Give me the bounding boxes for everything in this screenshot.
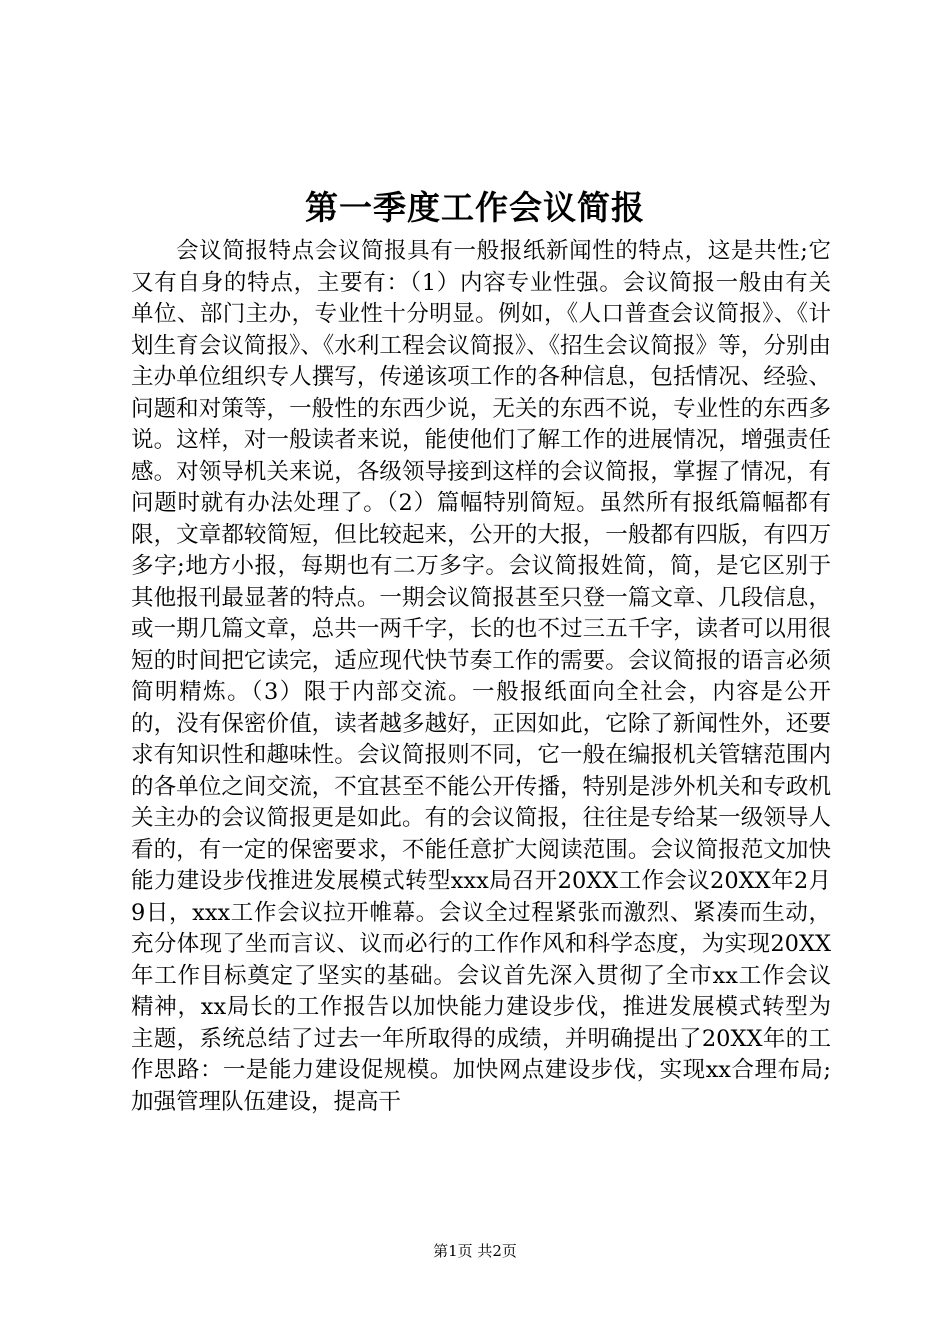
document-title: 第一季度工作会议简报	[305, 188, 645, 227]
page-number-footer: 第1页 共2页	[433, 1242, 517, 1260]
document-body-paragraph: 会议简报特点会议简报具有一般报纸新闻性的特点，这是共性;它又有自身的特点，主要有：（1）内容专业性强。会议简报一般由有关单位、部门主办，专业性十分明显。例如，《人口普查会议简报》、《计划生育会议简报》、《水利工程会议简报》、《招生会议简报》等，分别由主办单位组织专人撰写，传递该项工作的各种信息，包括情况、经验、问题和对策等，一般性的东西少说，无关的东西不说，专业性的东西多说。这样，对一般读者来说，能使他们了解工作的进展情况，增强责任感。对领导机关来说，各级领导接到这样的会议简报，掌握了情况，有问题时就有办法处理了。（2）篇幅特别简短。虽然所有报纸篇幅都有限，文章都较简短，但比较起来，公开的大报，一般都有四版，有四万多字;地方小报，每期也有二万多字。会议简报姓简，简，是它区别于其他报刊最显著的特点。一期会议简报甚至只登一篇文章、几段信息，或一期几篇文章，总共一两千字，长的也不过三五千字，读者可以用很短的时间把它读完，适应现代快节奏工作的需要。会议简报的语言必须简明精炼。（3）限于内部交流。一般报纸面向全社会，内容是公开的，没有保密价值，读者越多越好，正因如此，它除了新闻性外，还要求有知识性和趣味性。会议简报则不同，它一般在编报机关管辖范围内的各单位之间交流，不宜甚至不能公开传播，特别是涉外机关和专政机关主办的会议简报更是如此。有的会议简报，往往是专给某一级领导人看的，有一定的保密要求，不能任意扩大阅读范围。会议简报范文加快能力建设步伐推进发展模式转型xxx局召开20XX工作会议20XX年2月9日，xxx工作会议拉开帷幕。会议全过程紧张而激烈、紧凑而生动，充分体现了坐而言议、议而必行的工作作风和科学态度，为实现20XX年工作目标奠定了坚实的基础。会议首先深入贯彻了全市xx工作会议精神，xx局长的工作报告以加快能力建设步伐，推进发展模式转型为主题，系统总结了过去一年所取得的成绩，并明确提出了20XX年的工作思路：一是能力建设促规模。加快网点建设步伐，实现xx合理布局;加强管理队伍建设，提高干	[131, 238, 831, 1115]
